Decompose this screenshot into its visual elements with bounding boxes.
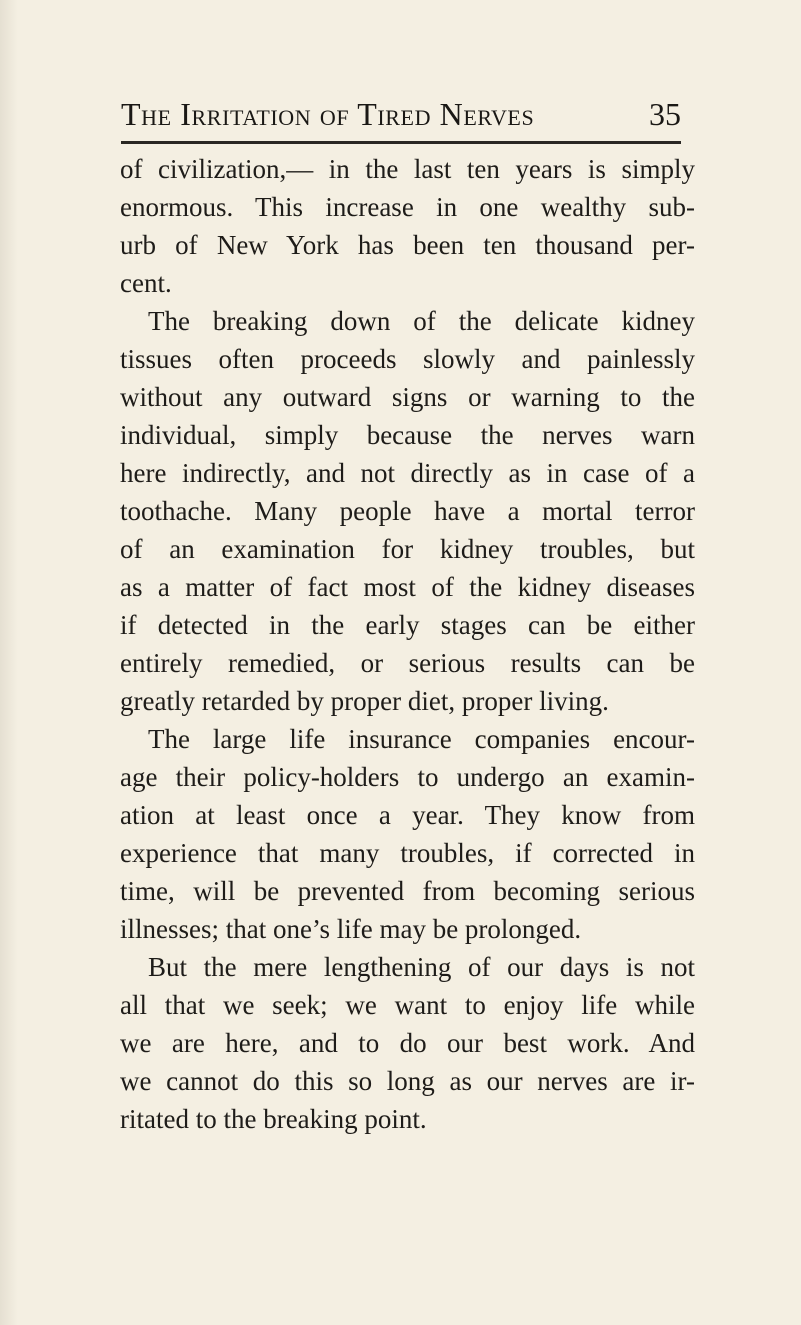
text-line: individual, simply because the nerves warn xyxy=(120,420,695,450)
text-line: time, will be prevented from becoming serious xyxy=(120,876,695,906)
text-line: enormous. This increase in one wealthy sub- xyxy=(120,192,695,222)
text-line: we cannot do this so long as our nerves are ir- xyxy=(120,1066,695,1096)
text-line: urb of New York has been ten thousand per- xyxy=(120,230,695,260)
text-line: tissues often proceeds slowly and painlessly xyxy=(120,344,695,374)
text-line: entirely remedied, or serious results can be xyxy=(120,648,695,678)
text-line: here indirectly, and not directly as in case of a xyxy=(120,458,695,488)
text-line: The breaking down of the delicate kidney xyxy=(148,306,695,336)
text-line: of an examination for kidney troubles, but xyxy=(120,534,695,564)
text-line: of civilization,— in the last ten years is simply xyxy=(120,154,695,184)
text-line: as a matter of fact most of the kidney diseases xyxy=(120,572,695,602)
header-rule xyxy=(121,141,681,144)
page-header xyxy=(121,94,681,134)
text-line: age their policy-holders to undergo an examin- xyxy=(120,762,695,792)
running-head: The Irritation of Tired Nerves xyxy=(121,96,535,132)
text-line: all that we seek; we want to enjoy life while xyxy=(120,990,695,1020)
text-line: if detected in the early stages can be either xyxy=(120,610,695,640)
text-line: toothache. Many people have a mortal terror xyxy=(120,496,695,526)
text-line: ation at least once a year. They know from xyxy=(120,800,695,830)
text-line: cent. xyxy=(120,268,172,298)
text-line: illnesses; that one’s life may be prolonged. xyxy=(120,914,582,944)
body-text xyxy=(120,150,695,1138)
page-number: 35 xyxy=(649,96,681,132)
page-gutter-shadow xyxy=(0,0,18,1325)
text-line: we are here, and to do our best work. And xyxy=(120,1028,695,1058)
text-line: The large life insurance companies encour- xyxy=(148,724,695,754)
text-line: without any outward signs or warning to the xyxy=(120,382,695,412)
text-line: experience that many troubles, if corrected in xyxy=(120,838,695,868)
text-line: greatly retarded by proper diet, proper living. xyxy=(120,686,609,716)
text-line: ritated to the breaking point. xyxy=(120,1104,427,1134)
text-line: But the mere lengthening of our days is not xyxy=(148,952,695,982)
